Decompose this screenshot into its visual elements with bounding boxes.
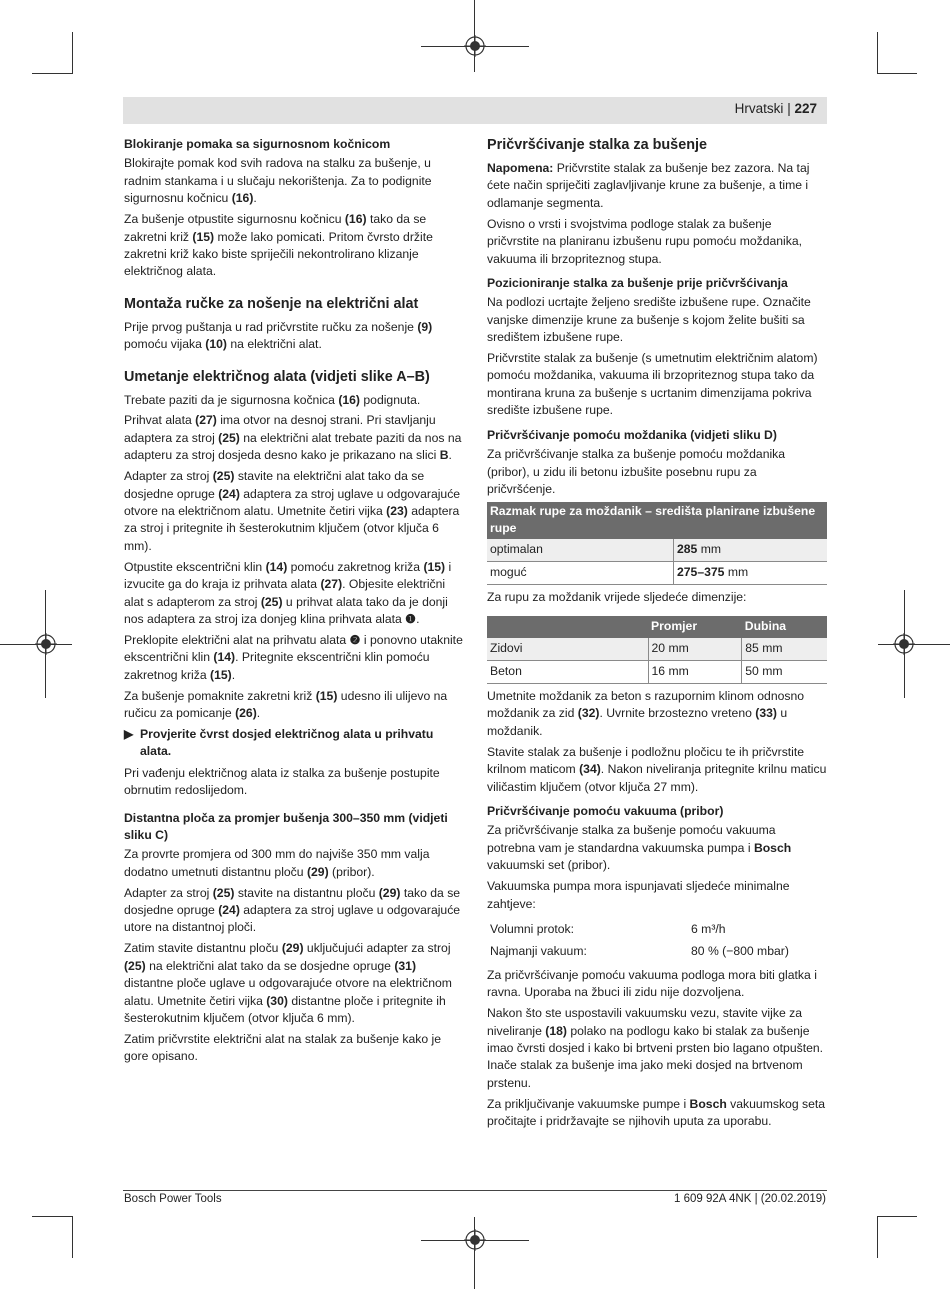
table-header: Razmak rupe za moždanik – središta planirane izbušene rupe: [487, 502, 827, 539]
paragraph: Adapter za stroj (25) stavite na električni alat tako da se dosjedne opruge (24) adaptera za stroj uglave u odgovarajuće otvore na električnom alatu. Umetnite četiri vijka (23) adaptera za stroj i pritegnite ih šesterokutnim ključem (otvor ključa 6 mm).: [124, 469, 461, 553]
registration-mark-icon: [35, 633, 57, 655]
crop-mark: [877, 1216, 917, 1217]
paragraph: Za pričvršćivanje stalka za bušenje pomoću moždanika (pribor), u zidu ili betonu izbušite posebnu rupu za pričvršćenje.: [487, 447, 786, 496]
registration-mark-icon: [893, 633, 915, 655]
table-row: Zidovi 20 mm 85 mm: [487, 638, 827, 661]
dowel-dimension-table: [487, 616, 827, 684]
crop-mark: [32, 73, 72, 74]
vacuum-requirements-table: [487, 919, 827, 963]
paragraph: Napomena: Pričvrstite stalak za bušenje bez zazora. Na taj ćete način spriječiti zaglavljivanje krune za bušenje, a time i odlamanje segmenta.: [487, 161, 810, 210]
paragraph: Nakon što ste uspostavili vakuumsku vezu, stavite vijke za niveliranje (18) polako na podlogu kako bi stalak za bušenje imao čvrsti dosjed i kako bi brtveni prsten bio lagano otpušten. Inače stalak za bušenje ima jako meki dosjed na brtvenom prstenu.: [487, 1006, 824, 1090]
crop-mark: [72, 32, 73, 74]
paragraph: Otpustite ekscentrični klin (14) pomoću zakretnog križa (15) i izvucite ga do kraja iz prihvata alata (27). Objesite električni alat s adapterom za stroj (25) u prihvat alata tako da je donji nos adaptera za stroj iza donjeg klina prihvata alata ❶.: [124, 559, 452, 626]
section-heading: Blokiranje pomaka sa sigurnosnom kočnicom: [124, 137, 391, 151]
paragraph: Umetnite moždanik za beton s razupornim klinom odnosno moždanik za zid (32). Uvrnite brzostezno vreteno (33) u moždanik.: [487, 689, 805, 738]
table-row: moguć 275–375 mm: [487, 561, 827, 584]
page-number: 227: [794, 101, 817, 116]
crop-mark: [877, 1216, 878, 1258]
paragraph: Zatim stavite distantnu ploču (29) uključujući adapter za stroj (25) na električni alat tako da se dosjedne opruge (31) distantne ploče uglave u odgovarajuće otvore na električnom alatu. Umetnite četiri vijka (30) distantne ploče i pritegnite ih šesterokutnim ključem (otvor ključa 6 mm).: [124, 941, 452, 1025]
registration-mark-icon: [464, 1229, 486, 1251]
dowel-distance-table: [487, 502, 827, 585]
paragraph: Ovisno o vrsti i svojstvima podloge stalak za bušenje pričvrstite na planiranu izbušenu rupu pomoću moždanika, vakuuma ili brzopriteznog stupa.: [487, 216, 803, 266]
section-heading: Pričvršćivanje pomoću moždanika (vidjeti sliku D): [487, 427, 777, 442]
section-heading: Distantna ploča za promjer bušenja 300–350 mm (vidjeti sliku C): [124, 810, 448, 842]
crop-mark: [474, 1217, 475, 1289]
paragraph: Pričvrstite stalak za bušenje (s umetnutim električnim alatom) pomoću moždanika, vakuuma ili brzopriteznog stupa tako da montirana kruna za bušenje s ucrtanim dimenzijama pokriva središte izbušene rupe.: [487, 351, 818, 418]
paragraph: Za rupu za moždanik vrijede sljedeće dimenzije:: [487, 589, 747, 604]
left-column: [124, 136, 464, 1069]
paragraph: Za priključivanje vakuumske pumpe i Bosch vakuumskog seta pročitajte i pridržavajte se njihovih uputa za uporabu.: [487, 1096, 826, 1129]
section-title: Pričvršćivanje stalka za bušenje: [487, 137, 707, 153]
page-header: [123, 97, 827, 124]
header-section: Hrvatski: [734, 101, 784, 116]
table-row: optimalan 285 mm: [487, 539, 827, 562]
paragraph: Za bušenje pomaknite zakretni križ (15) udesno ili ulijevo na ručicu za pomicanje (26).: [124, 688, 448, 720]
table-header-row: Promjer Dubina: [487, 616, 827, 638]
paragraph: Za bušenje otpustite sigurnosnu kočnicu (16) tako da se zakretni križ (15) može lako pomicati. Pritom čvrsto držite zakretni križ kako biste spriječili nekontrolirano klizanje električnog alata.: [124, 212, 433, 279]
table-row: Volumni protok: 6 m³/h: [490, 922, 726, 937]
footer-divider: [123, 1190, 827, 1191]
paragraph: Za pričvršćivanje pomoću vakuuma podloga mora biti glatka i ravna. Uporaba na žbuci ili zidu nije dozvoljena.: [487, 967, 817, 1000]
paragraph: Adapter za stroj (25) stavite na distantnu ploču (29) tako da se dosjedne opruge (24) adaptera za stroj uglave u odgovarajuće utore na distantnoj ploči.: [124, 885, 461, 935]
right-column: [487, 136, 827, 1134]
crop-mark: [877, 73, 917, 74]
header-text: [735, 101, 817, 116]
paragraph: Vakuumska pumpa mora ispunjavati sljedeće minimalne zahtjeve:: [487, 879, 790, 911]
section-heading: Pričvršćivanje pomoću vakuuma (pribor): [487, 803, 724, 818]
paragraph: Blokirajte pomak kod svih radova na stalku za bušenje, u radnim stankama i u slučaju nekorištenja. Za to podignite sigurnosnu kočnicu (16).: [124, 156, 432, 206]
paragraph: Pri vađenju električnog alata iz stalka za bušenje postupite obrnutim redoslijedom.: [124, 765, 440, 798]
footer-brand: Bosch Power Tools: [124, 1193, 222, 1205]
header-separator: |: [787, 101, 791, 116]
paragraph: Zatim pričvrstite električni alat na stalak za bušenje kako je gore opisano.: [124, 1031, 442, 1064]
crop-mark: [32, 1216, 72, 1217]
arrow-bullet-icon: ▶: [124, 726, 134, 741]
paragraph: Na podlozi ucrtajte željeno središte izbušene rupe. Označite vanjske dimenzije krune za bušenje s kojom želite bušiti sa središtem izbušene rupe.: [487, 295, 811, 345]
section-title: Montaža ručke za nošenje na električni alat: [124, 295, 419, 312]
paragraph: Za provrte promjera od 300 mm do najviše 350 mm valja dodatno umetnuti distantnu ploču (29) (pribor).: [124, 847, 430, 879]
section-heading: Pozicioniranje stalka za bušenje prije pričvršćivanja: [487, 275, 788, 290]
paragraph: Preklopite električni alat na prihvatu alata ❷ i ponovno utaknite ekscentrični klin (14). Pritegnite ekscentrični klin pomoću zakretnog križa (15).: [124, 632, 463, 682]
section-title: Umetanje električnog alata (vidjeti slike A–B): [124, 368, 430, 385]
paragraph: Za pričvršćivanje stalka za bušenje pomoću vakuuma potrebna vam je standardna vakuumska pumpa i Bosch vakuumski set (pribor).: [487, 823, 792, 873]
crop-mark: [877, 32, 878, 74]
paragraph: Stavite stalak za bušenje i podložnu pločicu te ih pričvrstite krilnom maticom (34). Nakon niveliranja pritegnite krilnu maticu viličastim ključem (otvor ključa 27 mm).: [487, 744, 827, 794]
table-row: Najmanji vakuum: 80 % (−800 mbar): [490, 944, 789, 959]
registration-mark-icon: [464, 35, 486, 57]
crop-mark: [72, 1216, 73, 1258]
warning-note: ▶ Provjerite čvrst dosjed električnog alata u prihvatu alata.: [124, 726, 434, 759]
paragraph: Prihvat alata (27) ima otvor na desnoj strani. Pri stavljanju adaptera za stroj (25) na električni alat trebate paziti da nos na adapteru za stroj dosjeda desno kako je prikazano na slici B.: [124, 413, 462, 463]
table-row: Beton 16 mm 50 mm: [487, 661, 827, 684]
paragraph: Prije prvog puštanja u rad pričvrstite ručku za nošenje (9) pomoću vijaka (10) na električni alat.: [124, 319, 433, 352]
paragraph: Trebate paziti da je sigurnosna kočnica (16) podignuta.: [124, 392, 421, 407]
footer-docnumber: 1 609 92A 4NK | (20.02.2019): [674, 1193, 826, 1205]
